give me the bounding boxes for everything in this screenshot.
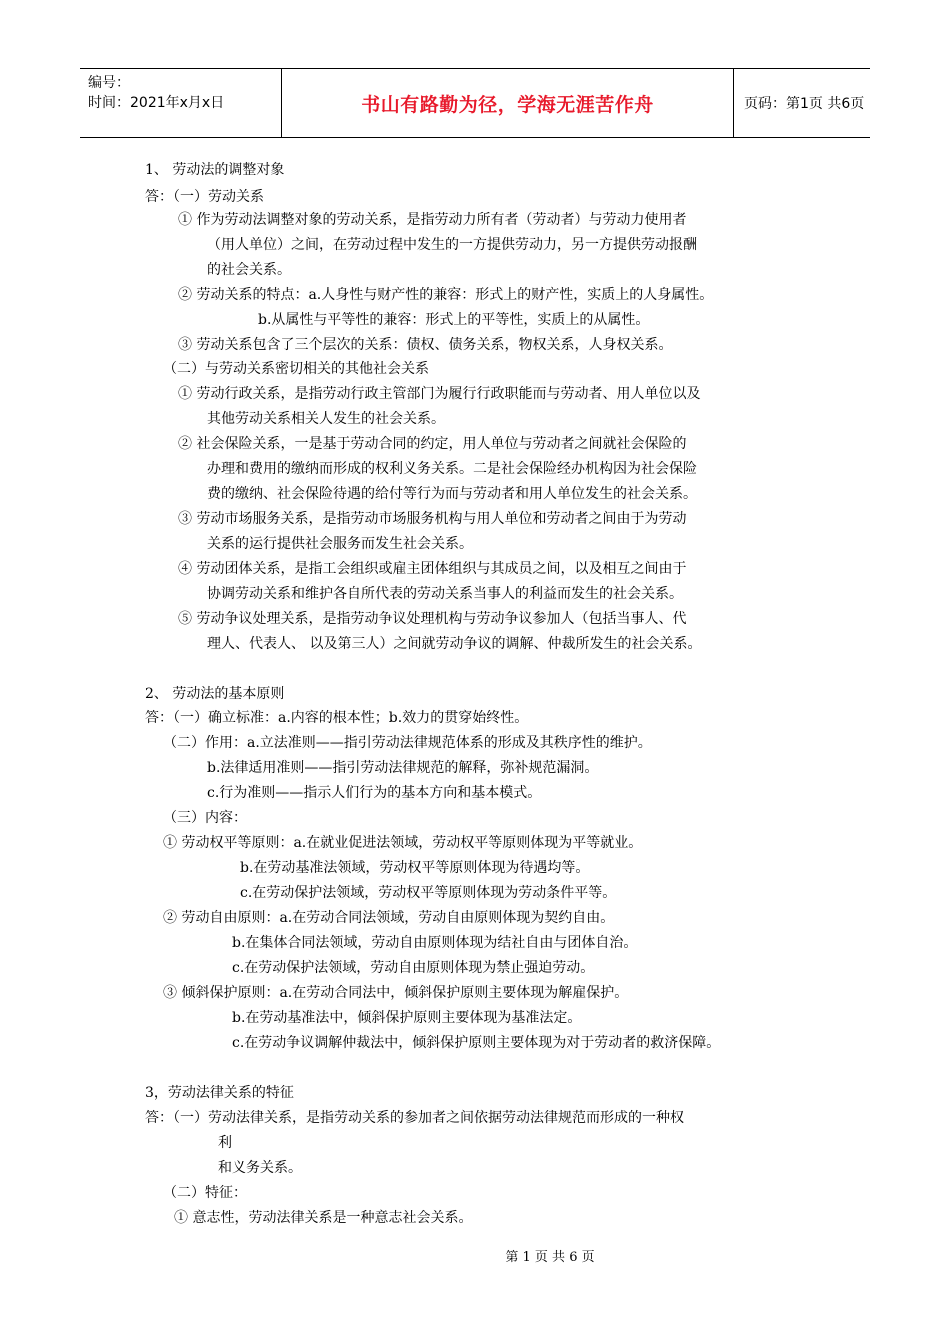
text-line: （三）内容： [163, 810, 247, 826]
text-line: c.在劳动保护法领域，劳动自由原则体现为禁止强迫劳动。 [232, 960, 595, 976]
text-line: ① 劳动行政关系，是指劳动行政主管部门为履行行政职能而与劳动者、用人单位以及 [178, 386, 701, 402]
text-line: 关系的运行提供社会服务而发生社会关系。 [207, 536, 473, 552]
text-line: ② 劳动自由原则：a.在劳动合同法领域，劳动自由原则体现为契约自由。 [163, 910, 615, 926]
text-line: 费的缴纳、社会保险待遇的给付等行为而与劳动者和用人单位发生的社会关系。 [207, 486, 697, 502]
section-heading: 3，劳动法律关系的特征 [145, 1085, 294, 1101]
text-line: b.在集体合同法领域，劳动自由原则体现为结社自由与团体自治。 [232, 935, 638, 951]
section-heading: 2、 劳动法的基本原则 [145, 686, 285, 702]
time-label: 时间：2021年x月x日 [88, 95, 225, 111]
number-label: 编号： [88, 75, 130, 91]
text-line: c.行为准则——指示人们行为的基本方向和基本模式。 [207, 785, 542, 801]
text-line: c.在劳动保护法领域，劳动权平等原则体现为劳动条件平等。 [240, 885, 617, 901]
text-line: 答：（一）劳动关系 [145, 189, 264, 205]
text-line: ③ 劳动关系包含了三个层次的关系：债权、债务关系，物权关系，人身权关系。 [178, 337, 673, 353]
text-line: （用人单位）之间，在劳动过程中发生的一方提供劳动力，另一方提供劳动报酬 [207, 237, 697, 253]
text-line: b.从属性与平等性的兼容：形式上的平等性，实质上的从属性。 [258, 312, 650, 328]
page-footer: 第 1 页 共 6 页 [505, 1250, 595, 1265]
text-line: 利 [218, 1135, 232, 1151]
text-line: ⑤ 劳动争议处理关系，是指劳动争议处理机构与劳动争议参加人（包括当事人、代 [178, 611, 687, 627]
section-heading: 1、 劳动法的调整对象 [145, 162, 285, 178]
text-line: 和义务关系。 [218, 1160, 302, 1176]
text-line: b.在劳动基准法中，倾斜保护原则主要体现为基准法定。 [232, 1010, 582, 1026]
text-line: ① 意志性，劳动法律关系是一种意志社会关系。 [174, 1210, 473, 1226]
document-header [80, 68, 870, 138]
text-line: b.法律适用准则——指引劳动法律规范的解释，弥补规范漏洞。 [207, 760, 599, 776]
text-line: 办理和费用的缴纳而形成的权利义务关系。二是社会保险经办机构因为社会保险 [207, 461, 697, 477]
text-line: （二）与劳动关系密切相关的其他社会关系 [163, 361, 429, 377]
text-line: 答：（一）确立标准：a.内容的根本性；b.效力的贯穿始终性。 [145, 710, 529, 726]
text-line: ③ 劳动市场服务关系，是指劳动市场服务机构与用人单位和劳动者之间由于为劳动 [178, 511, 687, 527]
text-line: （二）作用：a.立法准则——指引劳动法律规范体系的形成及其秩序性的维护。 [163, 735, 652, 751]
text-line: ① 作为劳动法调整对象的劳动关系，是指劳动力所有者（劳动者）与劳动力使用者 [178, 212, 687, 228]
text-line: 答：（一）劳动法律关系，是指劳动关系的参加者之间依据劳动法律规范而形成的一种权 [145, 1110, 684, 1126]
header-meta [80, 69, 282, 137]
text-line: ① 劳动权平等原则：a.在就业促进法领域，劳动权平等原则体现为平等就业。 [163, 835, 643, 851]
text-line: （二）特征： [163, 1185, 247, 1201]
text-line: ② 社会保险关系，一是基于劳动合同的约定，用人单位与劳动者之间就社会保险的 [178, 436, 687, 452]
header-motto-cell [282, 69, 734, 137]
text-line: ③ 倾斜保护原则：a.在劳动合同法中，倾斜保护原则主要体现为解雇保护。 [163, 985, 629, 1001]
text-line: 协调劳动关系和维护各自所代表的劳动关系当事人的利益而发生的社会关系。 [207, 586, 683, 602]
text-line: c.在劳动争议调解仲裁法中，倾斜保护原则主要体现为对于劳动者的救济保障。 [232, 1035, 721, 1051]
text-line: ④ 劳动团体关系，是指工会组织或雇主团体组织与其成员之间，以及相互之间由于 [178, 561, 687, 577]
motto-text: 书山有路勤为径，学海无涯苦作舟 [361, 93, 654, 116]
header-page-cell [734, 69, 870, 137]
text-line: ② 劳动关系的特点：a.人身性与财产性的兼容：形式上的财产性，实质上的人身属性。 [178, 287, 714, 303]
text-line: b.在劳动基准法领域，劳动权平等原则体现为待遇均等。 [240, 860, 590, 876]
text-line: 的社会关系。 [207, 262, 291, 278]
page-code: 页码：第1页 共6页 [744, 96, 865, 112]
text-line: 理人、代表人、 以及第三人）之间就劳动争议的调解、仲裁所发生的社会关系。 [207, 636, 702, 652]
text-line: 其他劳动关系相关人发生的社会关系。 [207, 411, 445, 427]
